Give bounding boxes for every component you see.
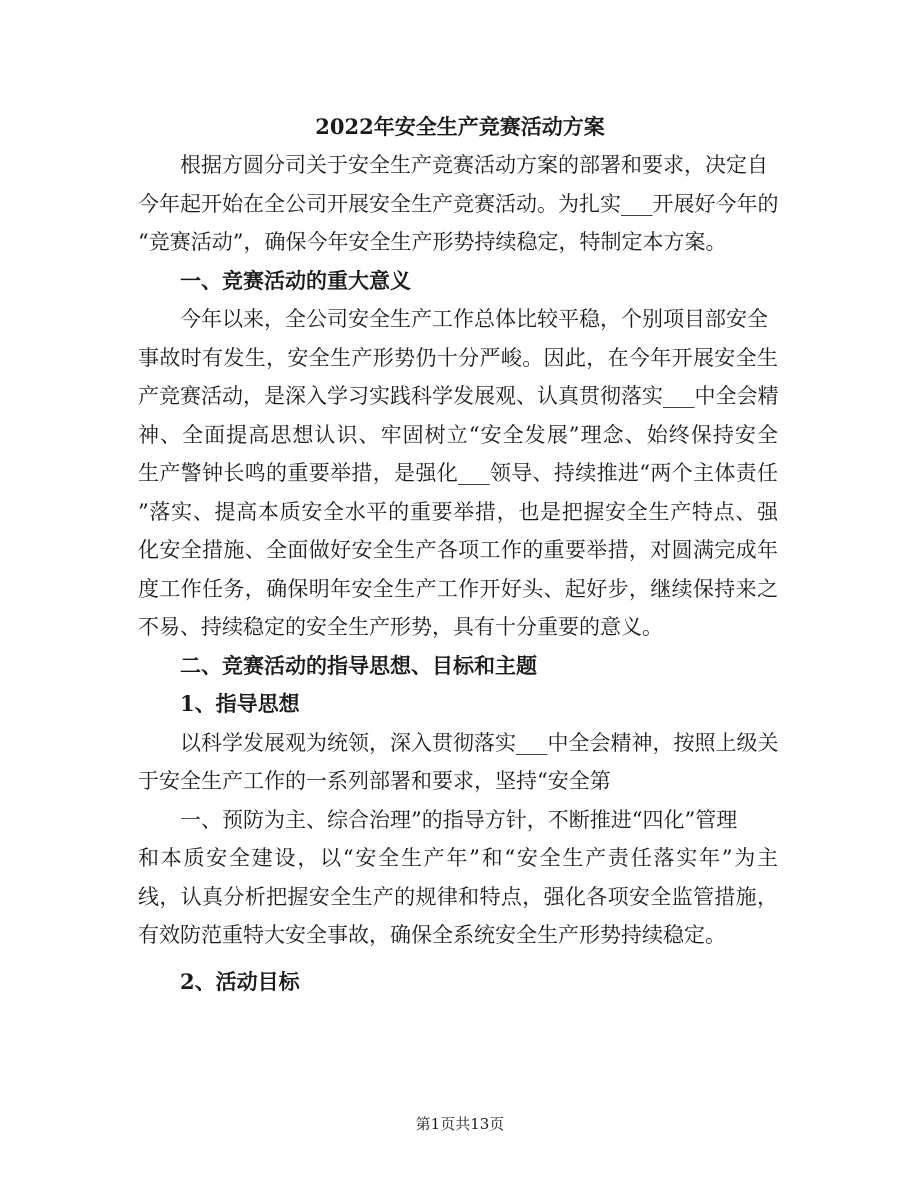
document-body bbox=[138, 146, 778, 1001]
spacer bbox=[138, 955, 778, 963]
paragraph-line: 和本质安全建设，以“安全生产年”和“安全生产责任落实年”为主 bbox=[138, 846, 778, 870]
subsection-heading: 1、指导思想 bbox=[180, 691, 300, 716]
paragraph-line: 根据方圆分司关于安全生产竞赛活动方案的部署和要求，决定自 bbox=[180, 153, 768, 177]
paragraph-line: 化安全措施、全面做好安全生产各项工作的重要举措，对圆满完成年 bbox=[138, 538, 778, 562]
paragraph-line: 以科学发展观为统领，深入贯彻落实___中全会精神，按照上级关 bbox=[180, 730, 779, 755]
paragraph-line: 一、预防为主、综合治理”的指导方针，不断推进“四化”管理 bbox=[180, 807, 738, 832]
paragraph-line: 事故时有发生，安全生产形势仍十分严峻。因此，在今年开展安全生 bbox=[138, 345, 778, 370]
subsection-heading: 2、活动目标 bbox=[180, 968, 300, 994]
paragraph-line: 神、全面提高思想认识、牢固树立“安全发展”理念、始终保持安全 bbox=[138, 422, 778, 447]
paragraph-line: 产竞赛活动，是深入学习实践科学发展观、认真贯彻落实___中全会精 bbox=[138, 384, 779, 408]
section-heading: 二、竞赛活动的指导思想、目标和主题 bbox=[180, 652, 537, 678]
paragraph-line: 线，认真分析把握安全生产的规律和特点，强化各项安全监管措施， bbox=[138, 884, 778, 909]
paragraph-line: 不易、持续稳定的安全生产形势，具有十分重要的意义。 bbox=[138, 615, 663, 639]
paragraph-line: 今年以来，全公司安全生产工作总体比较平稳，个别项目部安全 bbox=[180, 307, 768, 331]
section-heading: 一、竞赛活动的重大意义 bbox=[180, 267, 411, 293]
page-number: 第1页共13页 bbox=[415, 1115, 505, 1133]
paragraph-line: ”落实、提高本质安全水平的重要举措，也是把握安全生产特点、强 bbox=[138, 499, 778, 524]
paragraph-line: 有效防范重特大安全事故，确保全系统安全生产形势持续稳定。 bbox=[138, 923, 726, 947]
paragraph-line: 于安全生产工作的一系列部署和要求，坚持“安全第 bbox=[138, 769, 611, 793]
paragraph-line: 生产警钟长鸣的重要举措，是强化___领导、持续推进“两个主体责任 bbox=[138, 461, 778, 485]
paragraph-line: 度工作任务，确保明年安全生产工作开好头、起好步，继续保持来之 bbox=[138, 576, 778, 601]
paragraph-line: “竞赛活动”，确保今年安全生产形势持续稳定，特制定本方案。 bbox=[138, 230, 727, 254]
paragraph-line: 今年起开始在全公司开展安全生产竞赛活动。为扎实___开展好今年的 bbox=[138, 191, 779, 216]
document-title: 2022年安全生产竞赛活动方案 bbox=[315, 114, 605, 139]
